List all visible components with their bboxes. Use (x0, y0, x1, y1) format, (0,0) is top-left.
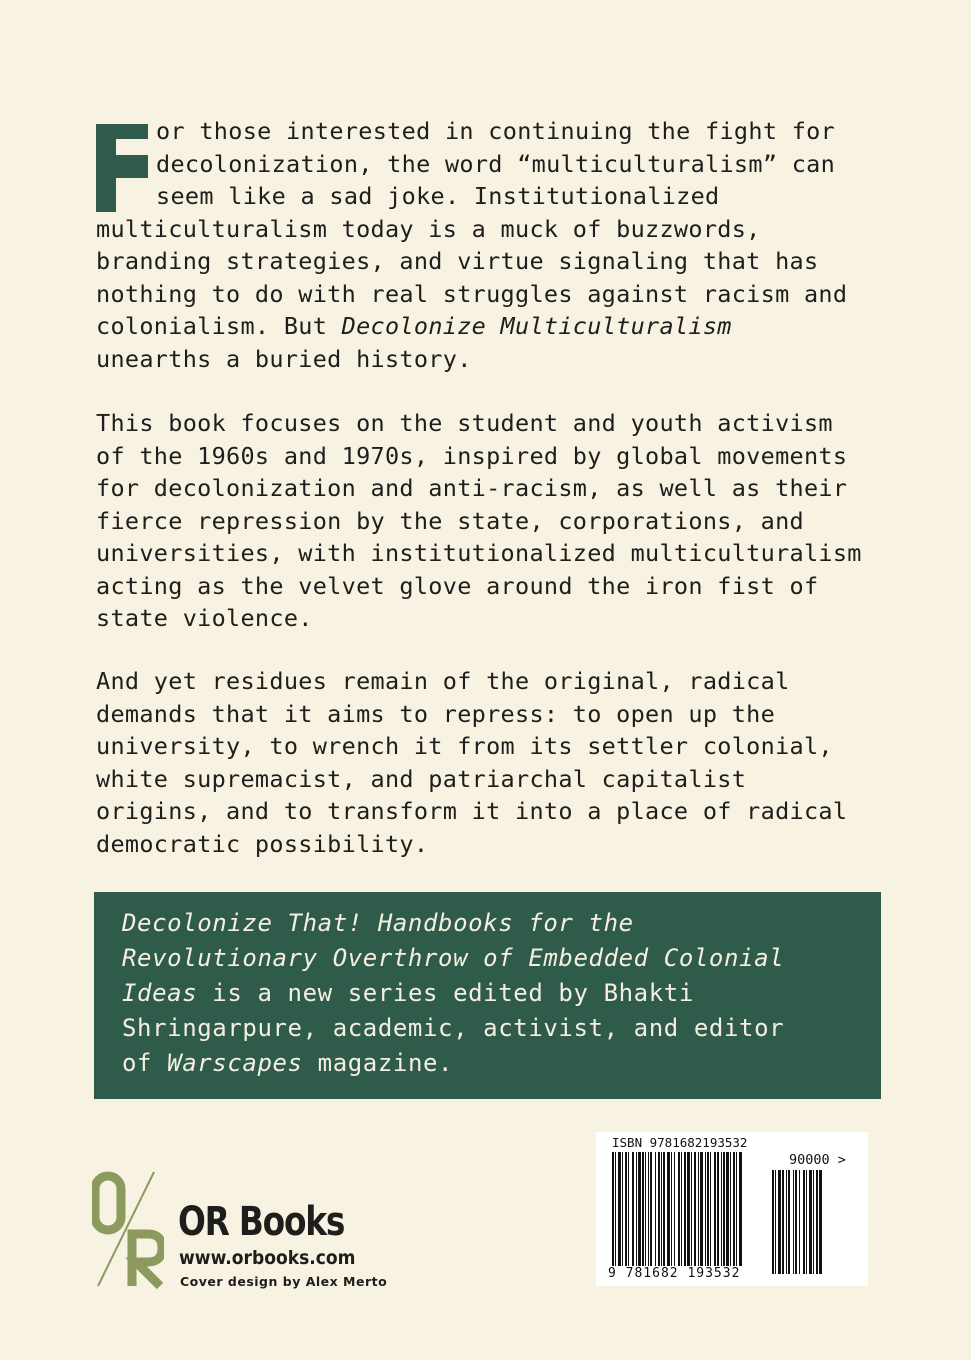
text-line: university, to wrench it from its settler colonial, (96, 732, 833, 760)
series-title-italic: Ideas (122, 979, 198, 1007)
text-line: of the 1960s and 1970s, inspired by global movements (96, 441, 848, 470)
cover-design-credit: Cover design by Alex Merto (180, 1274, 388, 1289)
description-paragraph-1 (96, 115, 896, 375)
text-line: origins, and to transform it into a place of radical (96, 797, 848, 825)
text-fragment: is a new series edited by Bhakti (197, 979, 694, 1007)
text-line (96, 310, 896, 343)
description-paragraph-2 (96, 407, 896, 635)
series-info-box (94, 892, 881, 1099)
text-fragment: of (122, 1049, 168, 1077)
text-line: decolonization, the word “multiculturalism” can (156, 149, 836, 178)
text-line: fierce repression by the state, corporations, and (96, 506, 804, 535)
text-line: unearths a buried history. (96, 344, 472, 373)
price-code: 90000 > (789, 1152, 846, 1168)
book-title-italic: Decolonize Multiculturalism (341, 312, 732, 340)
text-line (122, 906, 853, 941)
text-line: for decolonization and anti-racism, as well as their (96, 474, 848, 502)
text-line: And yet residues remain of the original, radical (96, 667, 790, 695)
description-paragraph-3 (96, 665, 896, 860)
text-line: This book focuses on the student and youth activism (96, 409, 833, 437)
text-line: acting as the velvet glove around the iron fist of (96, 571, 819, 600)
text-line: universities, with institutionalized multiculturalism (96, 539, 862, 567)
text-line: or those interested in continuing the fight for (156, 117, 836, 145)
text-line: branding strategies, and virtue signaling that has (96, 247, 819, 275)
barcode-addon-icon (772, 1170, 848, 1274)
or-books-logo-icon (92, 1170, 164, 1290)
text-line: multiculturalism today is a muck of buzzwords, (96, 214, 761, 243)
text-fragment: colonialism. But (96, 312, 342, 340)
text-line: democratic possibility. (96, 829, 429, 858)
barcode-main-icon (612, 1152, 764, 1274)
series-title-italic: Revolutionary Overthrow of Embedded Colonial (122, 944, 785, 972)
text-fragment: magazine. (302, 1049, 454, 1077)
text-line: demands that it aims to repress: to open up the (96, 699, 776, 728)
magazine-title-italic: Warscapes (167, 1049, 303, 1077)
isbn-digits: 9 781682 193532 (608, 1266, 741, 1281)
series-title-italic: Decolonize That! Handbooks for the (122, 909, 634, 937)
text-line (122, 976, 853, 1011)
text-line: Shringarpure, academic, activist, and editor (122, 1014, 785, 1042)
isbn-label: ISBN 9781682193532 (612, 1135, 748, 1150)
text-line: white supremacist, and patriarchal capitalist (96, 764, 747, 793)
text-line: nothing to do with real struggles against racism and (96, 279, 848, 308)
isbn-barcode-block (596, 1132, 868, 1286)
text-line (122, 941, 853, 976)
text-line: seem like a sad joke. Institutionalized (156, 182, 720, 210)
publisher-name: OR Books (178, 1199, 345, 1245)
publisher-url[interactable]: www.orbooks.com (179, 1247, 356, 1269)
text-line (122, 1046, 853, 1081)
text-line: state violence. (96, 604, 313, 632)
